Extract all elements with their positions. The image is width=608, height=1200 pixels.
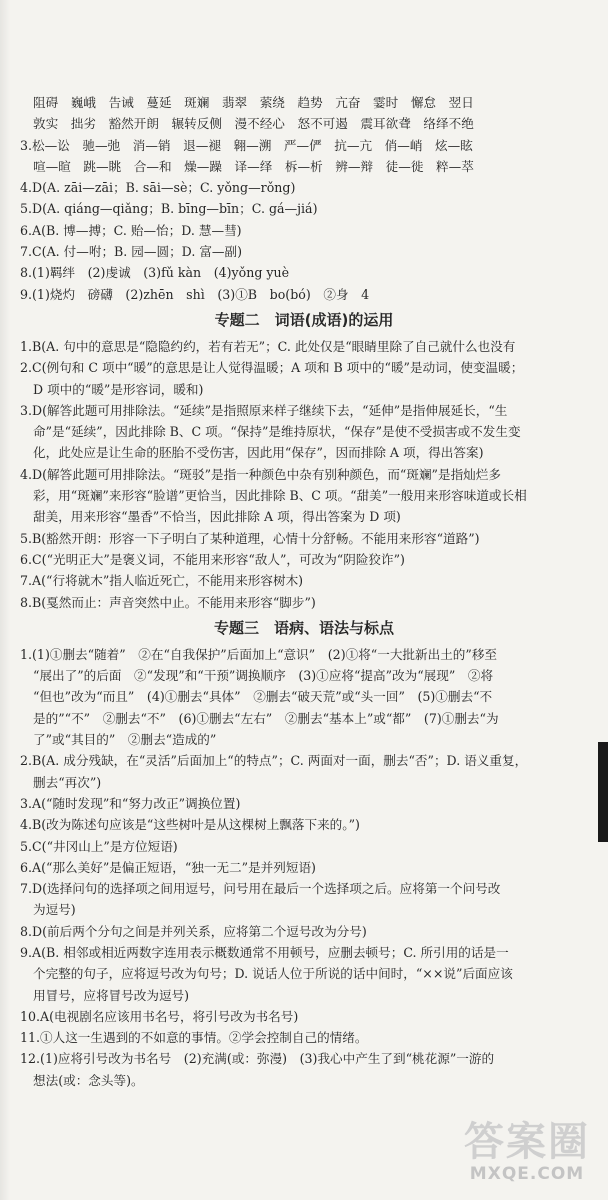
answer-line: 敦实 拙劣 豁然开朗 辗转反侧 漫不经心 怒不可遏 震耳欲聋 络绎不绝 bbox=[33, 116, 474, 132]
answer-line: 12.(1)应将引号改为书名号 (2)充满(或：弥漫) (3)我心中产生了到“桃花源”一游的 bbox=[20, 1051, 495, 1067]
answer-line: 2.C(例句和 C 项中“暖”的意思是让人觉得温暖；A 项和 B 项中的“暖”是动词，使变温暖； bbox=[20, 360, 524, 376]
answer-line: 7.C(A. 付—咐；B. 园—圆；D. 富—副) bbox=[20, 244, 243, 260]
answer-line: 6.A(B. 博—搏；C. 贻—怡；D. 慧—彗) bbox=[20, 222, 242, 238]
answer-line: 11.①人这一生遇到的不如意的事情。②学会控制自己的情绪。 bbox=[20, 1030, 368, 1046]
answer-line: 4.D(A. zāi—zāi；B. sāi—sè；C. yǒng—rǒng) bbox=[20, 180, 296, 196]
answer-line: 彩，用“斑斓”来形容“脸谱”更恰当，因此排除 B、C 项。“甜美”一般用来形容味道或长相 bbox=[33, 488, 527, 504]
answer-line: 5.B(豁然开朗：形容一下子明白了某种道理，心情十分舒畅。不能用来形容“道路”) bbox=[20, 530, 480, 546]
answer-line: 删去“再次”) bbox=[33, 774, 102, 790]
answer-line: 个完整的句子，应将逗号改为句号；D. 说话人位于所说的话中间时，“××说”后面应该 bbox=[33, 966, 513, 982]
answer-line: 2.B(A. 成分残缺，在“灵活”后面加上“的特点”；C. 两面对一面，删去“否”；D. 语义重复， bbox=[20, 753, 528, 769]
watermark bbox=[452, 1120, 602, 1192]
answer-line: 阻碍 巍峨 告诫 蔓延 斑斓 翡翠 萦绕 趋势 亢奋 霎时 懈怠 翌日 bbox=[33, 95, 474, 110]
answer-line: 3.D(解答此题可用排除法。“延续”是指照原来样子继续下去，“延伸”是指伸展延长，“生 bbox=[20, 402, 508, 418]
answer-line: 命”是“延续”，因此排除 B、C 项。“保持”是维持原状，“保存”是使不受损害或不发生变 bbox=[33, 424, 521, 440]
section-heading: 专题二 词语(成语)的运用 bbox=[214, 310, 394, 329]
answer-line: “但也”改为“而且” (4)①删去“具体” ②删去“破天荒”或“头一回” (5)①删去“不 bbox=[33, 689, 493, 705]
answer-line: 喧—暄 跳—眺 合—和 燥—躁 译—绎 柝—析 辨—辩 徒—徙 粹—萃 bbox=[33, 158, 474, 174]
answer-line: 4.D(解答此题可用排除法。“斑驳”是指一种颜色中杂有别种颜色，而“斑斓”是指灿烂多 bbox=[20, 466, 501, 482]
answer-line: 3.松—讼 驰—弛 消—销 退—褪 翱—溯 严—俨 抗—亢 俏—峭 炫—眩 bbox=[20, 137, 473, 153]
answer-line: 5.C(“井冈山上”是方位短语) bbox=[20, 838, 178, 854]
answer-line: 9.A(B. 相邻或相近两数字连用表示概数通常不用顿号，应删去顿号；C. 所引用的话是一 bbox=[20, 944, 509, 960]
answer-line: “展出了”的后面 ②“发现”和“干预”调换顺序 (3)①应将“提高”改为“展现” ②将 bbox=[33, 668, 494, 684]
answer-line: 为逗号) bbox=[33, 902, 76, 918]
section-heading: 专题三 语病、语法与标点 bbox=[213, 618, 394, 637]
answer-line: 8.(1)羁绊 (2)虔诚 (3)fǔ kàn (4)yǒng yuè bbox=[20, 265, 290, 281]
answer-line: 6.C(“光明正大”是褒义词，不能用来形容“敌人”，可改为“阴险狡诈”) bbox=[20, 551, 405, 567]
answer-line: 6.A(“那么美好”是偏正短语，“独一无二”是并列短语) bbox=[20, 859, 316, 875]
answer-line: 是的”“不” ②删去“不” (6)①删去“左右” ②删去“基本上”或“都” (7)①删去“为 bbox=[33, 710, 499, 726]
answer-content bbox=[0, 92, 608, 1091]
answer-line: 5.D(A. qiáng—qiǎng；B. bīng—bīn；C. gá—jiá) bbox=[20, 201, 318, 217]
answer-line: 7.A(“行将就木”指人临近死亡，不能用来形容树木) bbox=[20, 573, 304, 589]
answer-line: 化，此处应是让生命的胚胎不受伤害，因此用“保存”，因而排除 A 项，得出答案) bbox=[33, 445, 484, 461]
answer-line: 4.B(改为陈述句应该是“这些树叶是从这棵树上飘落下来的。”) bbox=[20, 817, 360, 833]
answer-line: 想法(或：念头等)。 bbox=[33, 1072, 144, 1088]
answer-line: 7.D(选择问句的选择项之间用逗号，问号用在最后一个选择项之后。应将第一个问号改 bbox=[20, 881, 501, 897]
answer-line: 甜美，用来形容“墨香”不恰当，因此排除 A 项，得出答案为 D 项) bbox=[33, 509, 401, 525]
answer-line: 8.B(戛然而止：声音突然中止。不能用来形容“脚步”) bbox=[20, 594, 316, 610]
answer-line: 3.A(“随时发现”和“努力改正”调换位置) bbox=[20, 795, 241, 811]
answer-line: 1.(1)①删去“随着” ②在“自我保护”后面加上“意识” (2)①将“一大批新出土的”移至 bbox=[20, 646, 498, 662]
watermark-url: MXQE.COM bbox=[469, 1164, 585, 1184]
answer-line: 了”或“其目的” ②删去“造成的” bbox=[33, 732, 217, 748]
answer-line: 10.A(电视剧名应该用书名号，将引号改为书名号) bbox=[20, 1008, 299, 1024]
answer-line: 用冒号，应将冒号改为逗号) bbox=[33, 987, 190, 1003]
watermark-logo: 答案圈 bbox=[464, 1119, 590, 1165]
answer-line: D 项中的“暖”是形容词，暖和) bbox=[33, 381, 204, 397]
answer-line: 9.(1)烧灼 磅礴 (2)zhēn shì (3)①B bo(bó) ②身 4 bbox=[20, 286, 370, 302]
margin-tab bbox=[598, 742, 608, 842]
answer-line: 1.B(A. 句中的意思是“隐隐约约，若有若无”；C. 此处仅是“眼睛里除了自己就什么也没有 bbox=[20, 338, 516, 354]
answer-line: 8.D(前后两个分句之间是并列关系，应将第二个逗号改为分号) bbox=[20, 923, 367, 939]
